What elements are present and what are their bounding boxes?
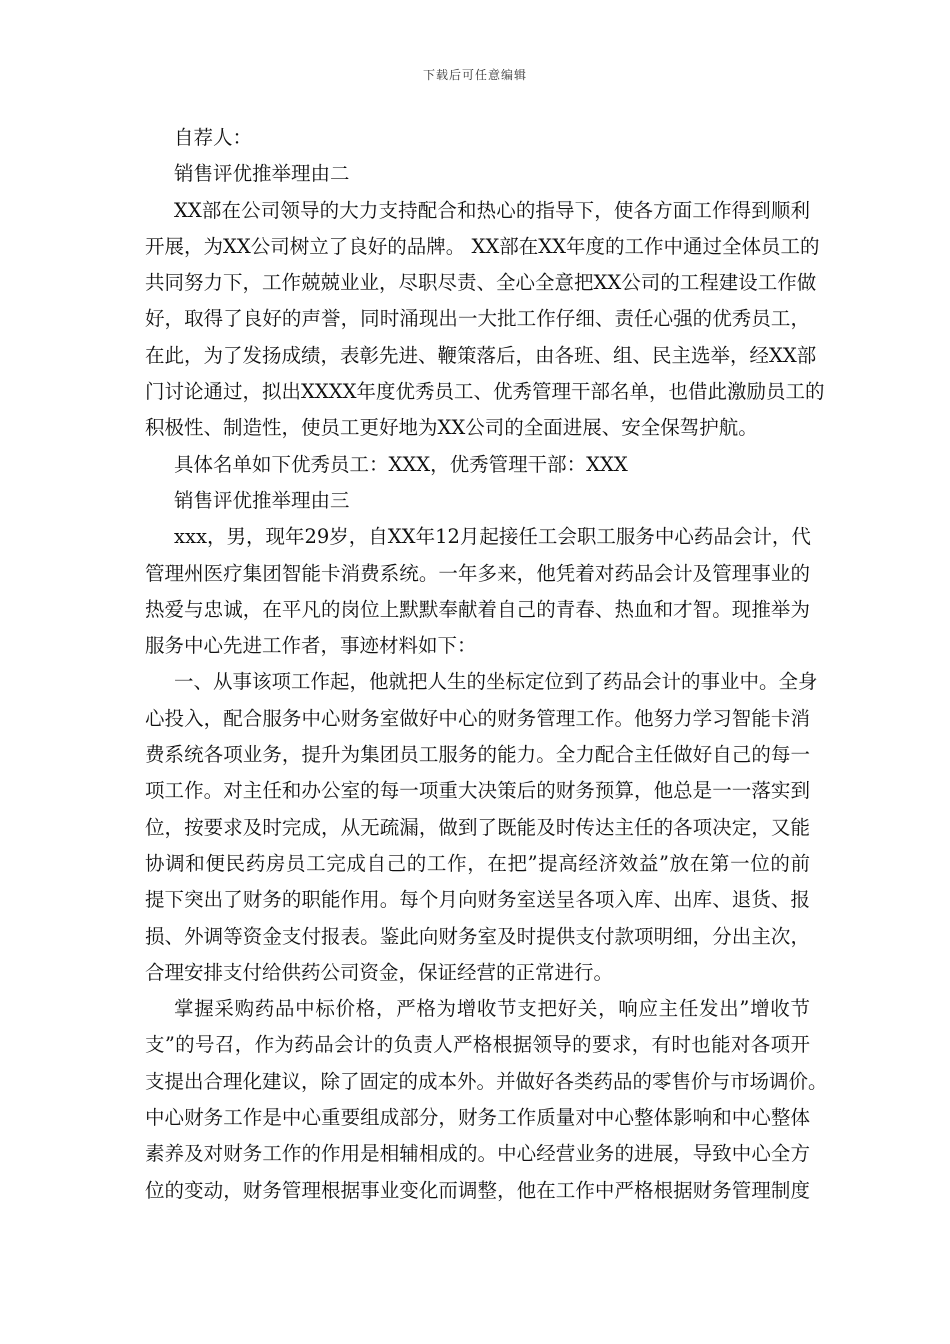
section-heading-two: 销售评优推举理由二 <box>174 162 350 186</box>
paragraph-line: 协调和便民药房员工完成自己的工作，在把”提高经济效益”放在第一位的前 <box>145 851 810 875</box>
document-body <box>145 120 828 1209</box>
paragraph-line: 费系统各项业务，提升为集团员工服务的能力。全力配合主任做好自己的每一 <box>145 743 810 767</box>
paragraph-line: 位的变动，财务管理根据事业变化而调整，他在工作中严格根据财务管理制度 <box>145 1178 810 1202</box>
paragraph-line: XX部在公司领导的大力支持配合和热心的指导下，使各方面工作得到顺利 <box>174 198 810 222</box>
paragraph-line: 服务中心先进工作者，事迹材料如下： <box>145 634 477 658</box>
paragraph-line: 好，取得了良好的声誉，同时涌现出一大批工作仔细、责任心强的优秀员工， <box>145 307 810 331</box>
paragraph-line: 损、外调等资金支付报表。鉴此向财务室及时提供支付款项明细，分出主次， <box>145 924 810 948</box>
paragraph-line: 中心财务工作是中心重要组成部分，财务工作质量对中心整体影响和中心整体 <box>145 1106 810 1130</box>
paragraph-line: 门讨论通过，拟出XXXX年度优秀员工、优秀管理干部名单，也借此激励员工的 <box>145 380 825 404</box>
paragraph-line: 提下突出了财务的职能作用。每个月向财务室送呈各项入库、出库、退货、报 <box>145 888 810 912</box>
paragraph-line: 掌握采购药品中标价格，严格为增收节支把好关，响应主任发出”增收节 <box>174 997 810 1021</box>
paragraph-line: 位，按要求及时完成，从无疏漏，做到了既能及时传达主任的各项决定，又能 <box>145 815 810 839</box>
name-list-line: 具体名单如下优秀员工：XXX，优秀管理干部：XXX <box>174 452 628 476</box>
paragraph-line: 支提出合理化建议，除了固定的成本外。并做好各类药品的零售价与市场调价。 <box>145 1069 828 1093</box>
paragraph-line: 积极性、制造性，使员工更好地为XX公司的全面进展、安全保驾护航。 <box>145 416 758 440</box>
section-heading-three: 销售评优推举理由三 <box>174 488 350 512</box>
paragraph-line: 支”的号召，作为药品会计的负责人严格根据领导的要求，有时也能对各项开 <box>145 1033 810 1057</box>
page-header: 下载后可任意编辑 <box>422 68 527 82</box>
paragraph-line: 素养及对财务工作的作用是相辅相成的。中心经营业务的进展，导致中心全方 <box>145 1142 810 1166</box>
paragraph-line: 管理州医疗集团智能卡消费系统。一年多来，他凭着对药品会计及管理事业的 <box>145 561 810 585</box>
paragraph-line: 在此，为了发扬成绩，表彰先进、鞭策落后，由各班、组、民主选举，经XX部 <box>145 343 817 367</box>
paragraph-line: 心投入，配合服务中心财务室做好中心的财务管理工作。他努力学习智能卡消 <box>145 706 810 730</box>
paragraph-line: 项工作。对主任和办公室的每一项重大决策后的财务预算，他总是一一落实到 <box>145 779 810 803</box>
paragraph-line: 共同努力下，工作兢兢业业，尽职尽责、全心全意把XX公司的工程建设工作做 <box>145 271 817 295</box>
paragraph-line: xxx，男，现年29岁，自XX年12月起接任工会职工服务中心药品会计，代 <box>174 525 811 549</box>
self-recommender-label: 自荐人： <box>174 126 253 149</box>
paragraph-line: 热爱与忠诚，在平凡的岗位上默默奉献着自己的青春、热血和才智。现推举为 <box>145 597 810 621</box>
paragraph-line: 合理安排支付给供药公司资金，保证经营的正常进行。 <box>145 960 614 984</box>
paragraph-line: 一、从事该项工作起，他就把人生的坐标定位到了药品会计的事业中。全身 <box>174 670 818 694</box>
paragraph-line: 开展，为XX公司树立了良好的品牌。 XX部在XX年度的工作中通过全体员工的 <box>145 234 820 258</box>
